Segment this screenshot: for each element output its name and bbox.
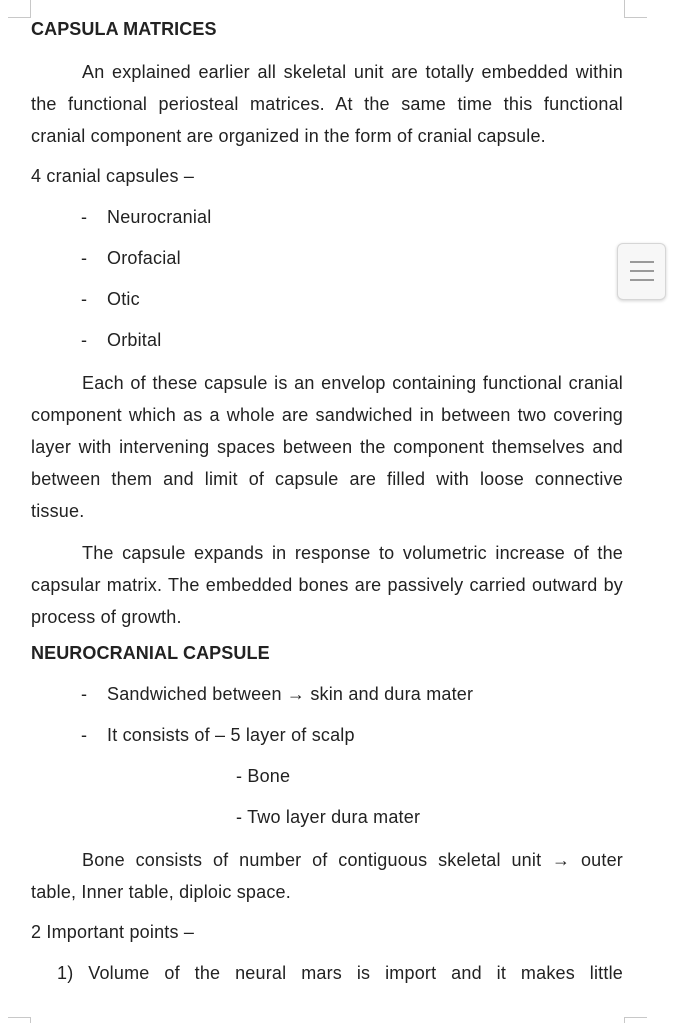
list-item [31, 721, 623, 749]
section-heading-capsula-matrices: CAPSULA MATRICES [31, 19, 217, 39]
capsules-intro: 4 cranial capsules – [31, 166, 195, 186]
list-item-text: Orofacial [107, 248, 181, 268]
paragraph-intro: An explained earlier all skeletal unit are totally embedded within the functional periosteal matrices. At the same time this functional cranial component are organized in the form of cranial capsule. [31, 62, 623, 146]
bullet-dash: - [81, 725, 88, 745]
list-item [31, 244, 623, 272]
list-item [31, 326, 623, 354]
list-item-text: Sandwiched between → skin and dura mater [107, 684, 474, 704]
list-item [31, 203, 623, 231]
bullet-dash: - [81, 684, 88, 704]
list-item [31, 285, 623, 313]
page-corner-mark [8, 1017, 31, 1023]
document-body [31, 15, 623, 987]
paragraph-capsule-expands: The capsule expands in response to volumetric increase of the capsular matrix. The embedded bones are passively carried outward by process of growth. [31, 543, 623, 627]
page-corner-mark [624, 0, 647, 18]
list-item-text: Neurocranial [107, 207, 212, 227]
list-item [31, 680, 623, 708]
points-intro: 2 Important points – [31, 922, 195, 942]
sub-list-item: - Bone [236, 766, 291, 786]
numbered-point: 1) Volume of the neural mars is import and it makes little [57, 963, 623, 983]
paragraph-bone-consists: Bone consists of number of contiguous skeletal unit → outer table, Inner table, diploic space. [31, 850, 623, 902]
sub-list-item: - Two layer dura mater [236, 807, 421, 827]
page-corner-mark [624, 1017, 647, 1023]
bullet-dash: - [81, 289, 88, 309]
page-corner-mark [8, 0, 31, 18]
paragraph-capsule-envelope: Each of these capsule is an envelop containing functional cranial component which as a whole are sandwiched in between two covering layer with intervening spaces between the component themselves and between them and limit of capsule are filled with loose connective tissue. [31, 373, 623, 521]
menu-button[interactable] [617, 243, 666, 300]
list-item-text: Orbital [107, 330, 162, 350]
bullet-dash: - [81, 207, 88, 227]
hamburger-menu-icon [630, 261, 654, 281]
bullet-dash: - [81, 330, 88, 350]
section-heading-neurocranial-capsule: NEUROCRANIAL CAPSULE [31, 643, 270, 663]
list-item-text: Otic [107, 289, 140, 309]
bullet-dash: - [81, 248, 88, 268]
list-item-text: It consists of – 5 layer of scalp [107, 725, 355, 745]
